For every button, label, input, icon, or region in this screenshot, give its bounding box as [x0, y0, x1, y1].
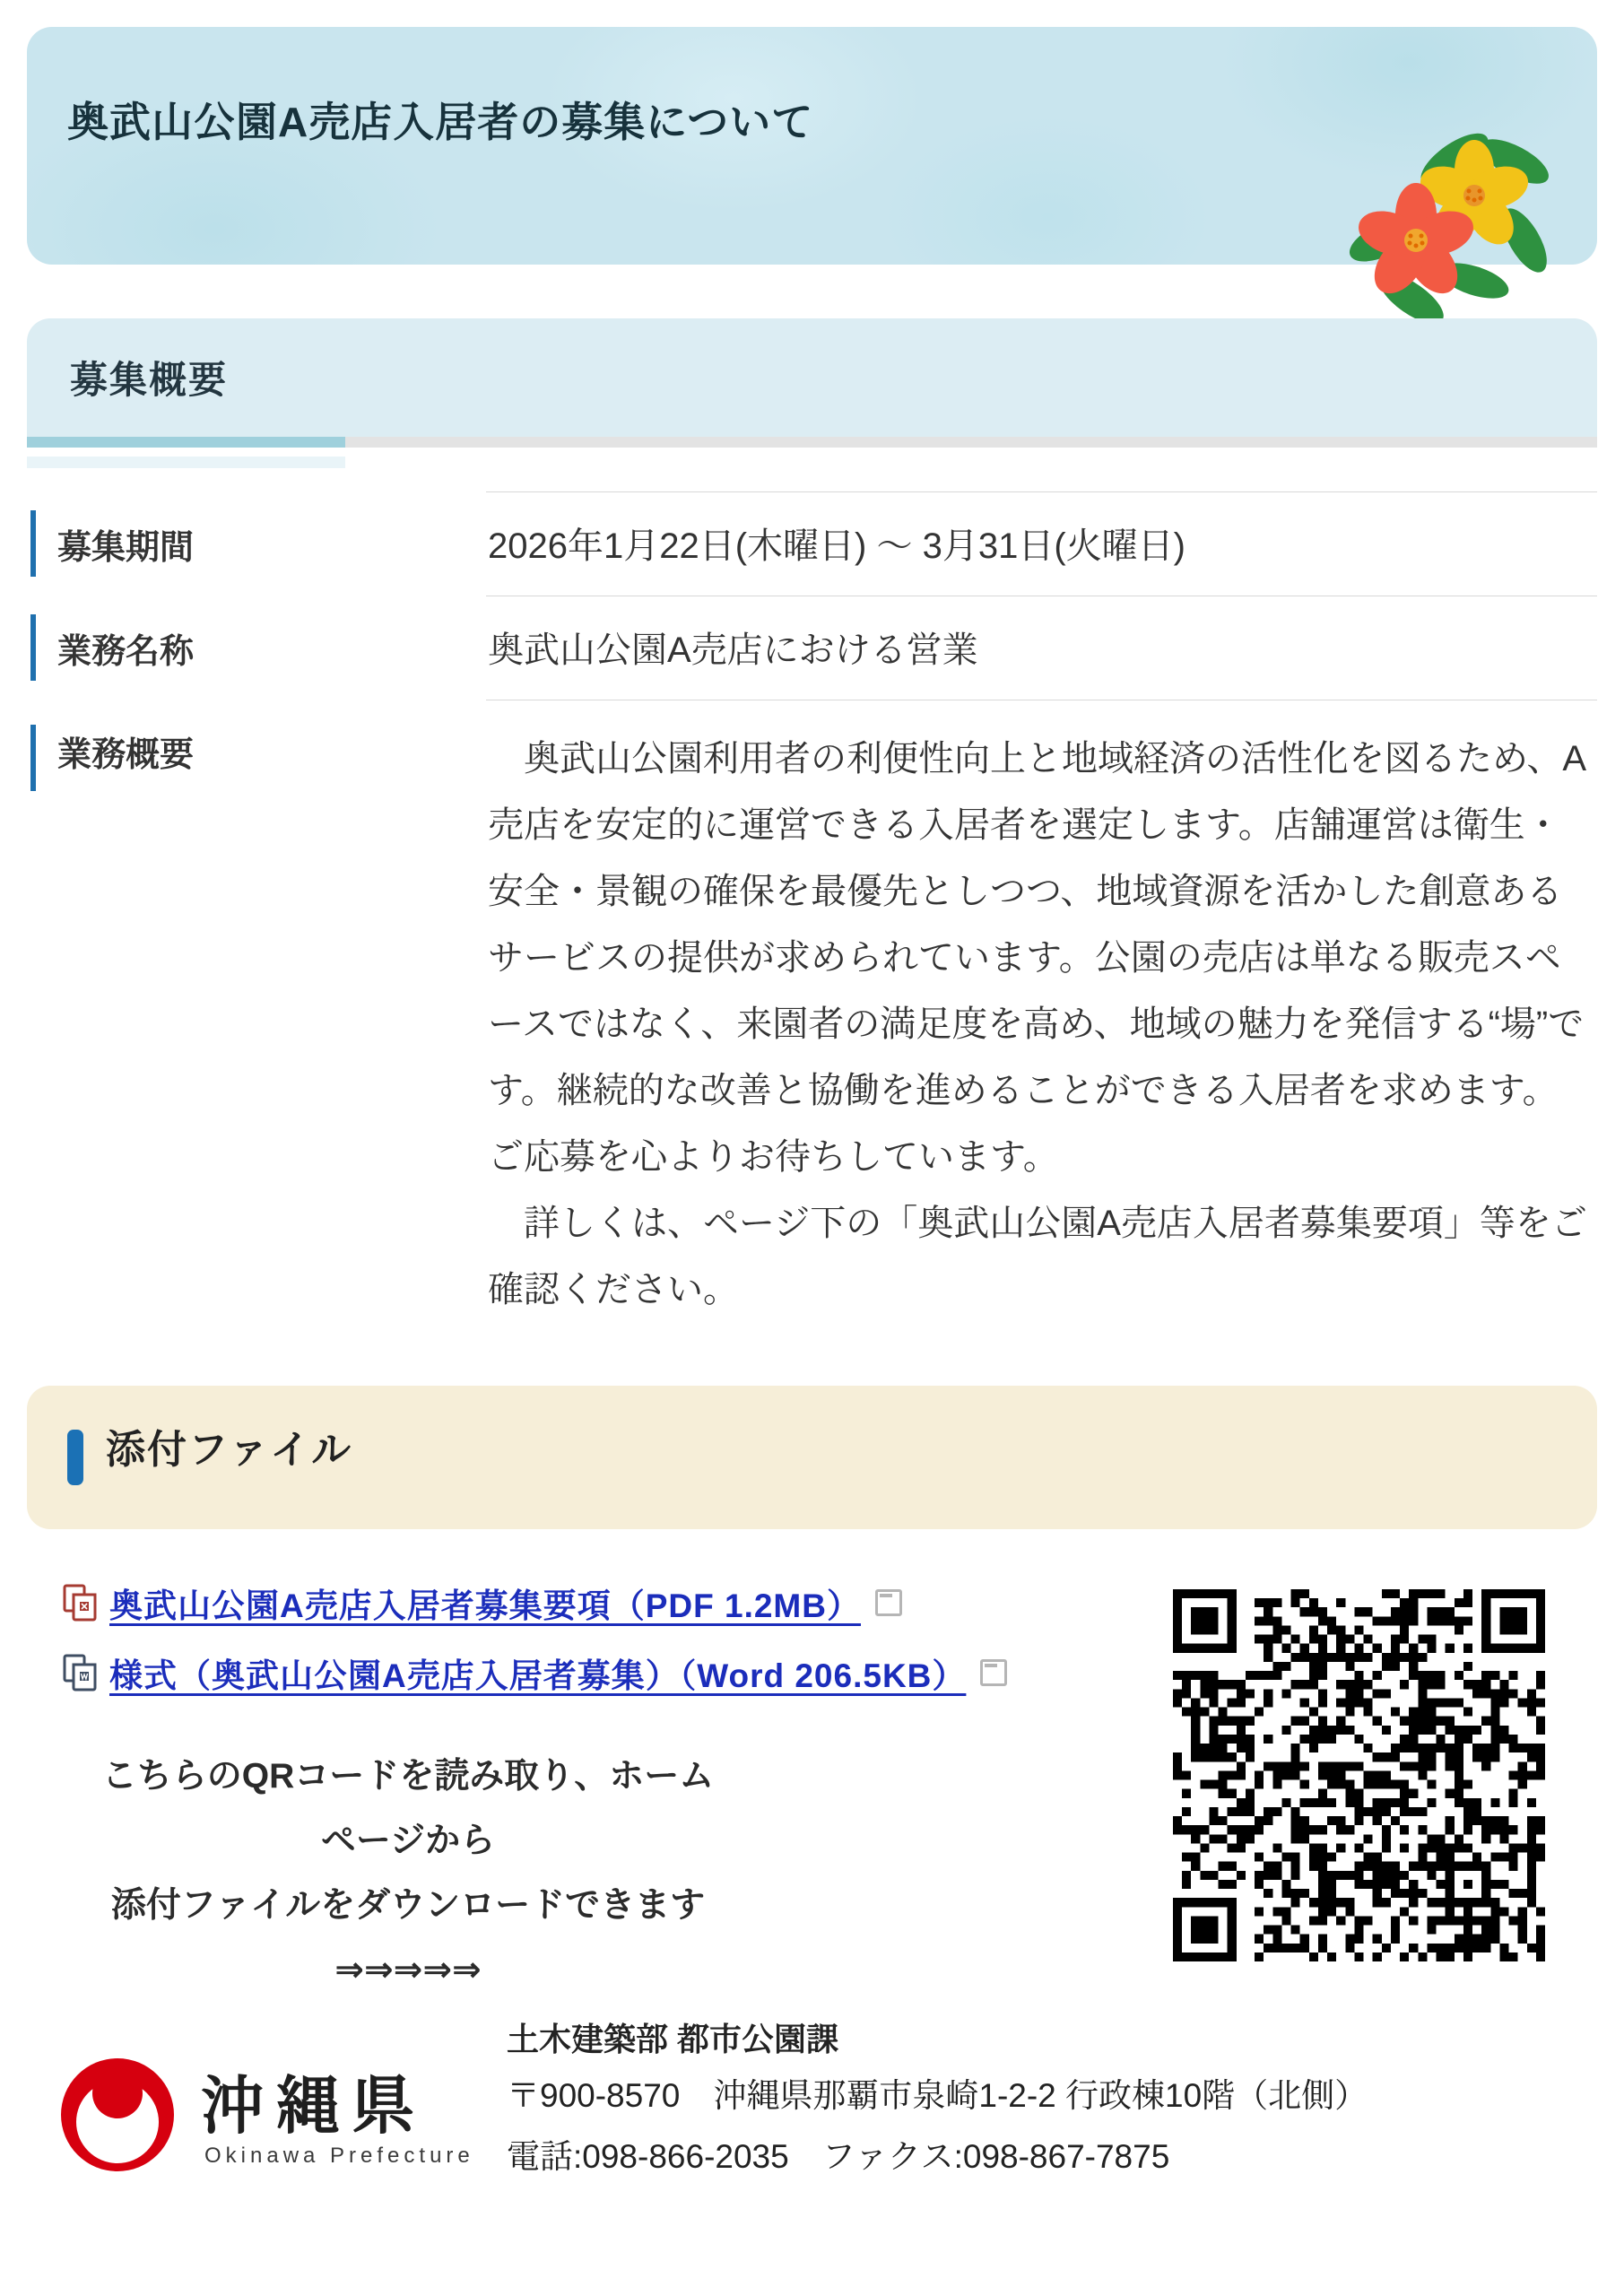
- okinawa-prefecture-logo: [59, 2057, 176, 2173]
- row-label: 業務名称: [27, 596, 486, 700]
- header-banner: [27, 27, 1597, 265]
- attachments-heading: 添付ファイル: [106, 1428, 353, 1472]
- row-label: 業務概要: [27, 700, 486, 1350]
- table-row: [27, 491, 1597, 596]
- overview-underline-shadow: [27, 457, 345, 468]
- external-link-icon: [875, 1589, 902, 1616]
- overview-heading: 募集概要: [70, 359, 229, 401]
- overview-underline-blue: [27, 437, 345, 448]
- hibiscus-flowers-icon: [1349, 106, 1550, 330]
- external-link-icon: [980, 1659, 1007, 1686]
- attachments-accent-bar: [67, 1430, 83, 1485]
- org-name-english: Okinawa Prefecture: [204, 2144, 474, 2168]
- qr-instruction-line2: 添付ファイルをダウンロードできます ⇒⇒⇒⇒⇒: [110, 1886, 706, 1989]
- row-value: 2026年1月22日(木曜日) ～ 3月31日(火曜日): [486, 491, 1597, 596]
- overview-table: [27, 491, 1597, 1350]
- overview-paragraph-1: 奥武山公園利用者の利便性向上と地域経済の活性化を図るため、A売店を安定的に運営できる入居者を選定します。店舗運営は衛生・安全・景観の確保を最優先としつつ、地域資源を活かした創意あるサービスの提供が求められています。公園の売店は単なる販売スペースではなく、来園者の満足度を高め、地域の魅力を発信する“場”です。継続的な改善と協働を進めることができる入居者を求めます。ご応募を心よりお待ちしています。: [488, 739, 1587, 1177]
- qr-instruction-line1: こちらのQRコードを読み取り、ホームページから: [101, 1757, 715, 1860]
- table-row: [27, 596, 1597, 700]
- attachment-link-pdf: [63, 1578, 902, 1627]
- row-value: [486, 700, 1597, 1350]
- row-label: 募集期間: [27, 491, 486, 596]
- footer-address: 〒900-8570 沖縄県那覇市泉崎1-2-2 行政棟10階（北側）: [507, 2077, 1368, 2114]
- overview-paragraph-2: 詳しくは、ページ下の「奥武山公園A売店入居者募集要項」等をご確認ください。: [488, 1204, 1587, 1309]
- attachment-link-pdf-text[interactable]: 奥武山公園A売店入居者募集要項（PDF 1.2MB）: [109, 1587, 861, 1624]
- qr-instruction: [90, 1744, 726, 2003]
- overview-underline-gray: [345, 437, 1597, 448]
- attachment-link-word: [63, 1648, 1007, 1697]
- attachment-link-word-text[interactable]: 様式（奥武山公園A売店入居者募集）（Word 206.5KB）: [109, 1657, 967, 1694]
- qr-code: [1173, 1589, 1545, 1961]
- section-attachments-header: [27, 1386, 1597, 1529]
- word-file-icon: [63, 1654, 99, 1692]
- row-value: 奥武山公園A売店における営業: [486, 596, 1597, 700]
- table-row: [27, 700, 1597, 1350]
- footer-department: 土木建築部 都市公園課: [507, 2021, 839, 2057]
- footer-phone-fax: 電話:098-866-2035 ファクス:098-867-7875: [507, 2138, 1170, 2175]
- org-name-japanese: 沖縄県: [201, 2071, 427, 2141]
- page-title: 奥武山公園A売店入居者の募集について: [67, 99, 814, 145]
- pdf-file-icon: [63, 1584, 99, 1622]
- section-overview-header: [27, 318, 1597, 437]
